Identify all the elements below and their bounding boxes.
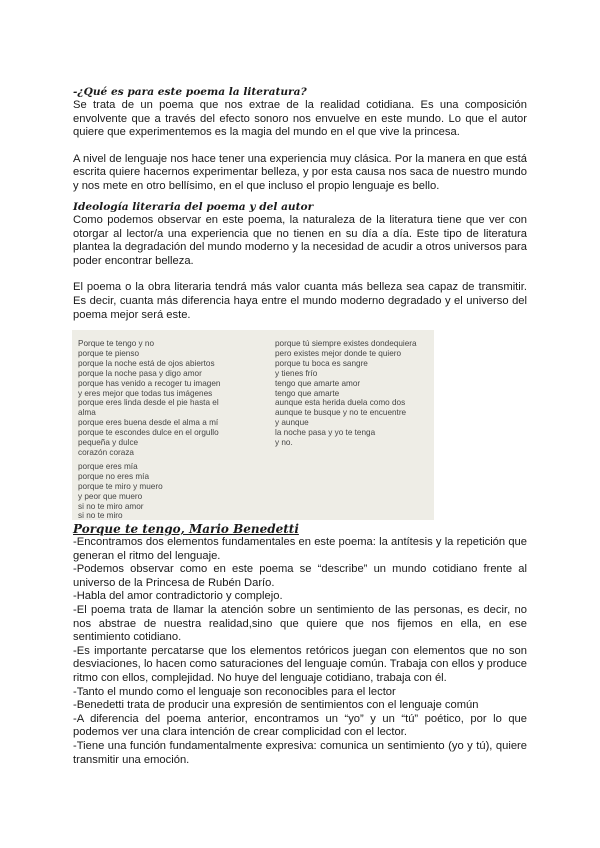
bullet-item: -Encontramos dos elementos fundamentales en este poema: la antítesis y la repetición que generan el ritmo del lenguaje. xyxy=(73,536,527,562)
poem-image xyxy=(72,330,434,520)
poem-line: si no te miro xyxy=(78,511,123,521)
bullet-list xyxy=(73,536,527,767)
paragraph: Se trata de un poema que nos extrae de la realidad cotidiana. Es una composición envolvente que a través del efecto sonoro nos envuelve en este mundo. Lo que el autor quiere que experimentemos es la magia del mundo en el que vive la princesa. xyxy=(73,99,527,139)
poem-line: y tienes frío xyxy=(275,368,318,378)
section-benedetti xyxy=(73,522,527,767)
section-heading: Ideología literaria del poema y del autor xyxy=(73,201,314,213)
paragraph: El poema o la obra literaria tendrá más valor cuanta más belleza sea capaz de transmitir. Es decir, cuanta más diferencia haya entre el mundo moderno degradado y el universo del poema mejor será este. xyxy=(73,281,527,321)
poem-line: porque la noche pasa y digo amor xyxy=(78,368,202,378)
poem-line: corazón coraza xyxy=(78,447,134,457)
poem-line: porque eres buena desde el alma a mí xyxy=(78,418,219,428)
poem-line: y peor que muero xyxy=(78,491,143,501)
poem-left-column xyxy=(78,339,220,521)
poem-line: porque tú siempre existes dondequiera xyxy=(275,339,417,348)
poem-line: y eres mejor que todas tus imágenes xyxy=(78,388,213,398)
poem-line: tengo que amarte amor xyxy=(275,378,361,388)
bullet-item: -Podemos observar como en este poema se “describe” un mundo cotidiano frente al universo de la Princesa de Rubén Darío. xyxy=(73,563,527,589)
poem-title: Porque te tengo, Mario Benedetti xyxy=(73,522,299,536)
poem-line: tengo que amarte xyxy=(275,388,340,398)
bullet-item: -A diferencia del poema anterior, encontramos un “yo” y un “tú” poético, por lo que podemos ver una clara intención de crear complicidad con el lector. xyxy=(73,712,527,739)
paragraph: Como podemos observar en este poema, la naturaleza de la literatura tiene que ver con otorgar al lector/a una experiencia que no tienen en su día a día. Este tipo de literatura plantea la degradación del mundo moderno y la necesidad de acudir a otros universos para poder encontrar belleza. xyxy=(73,214,527,267)
poem-line: porque tu boca es sangre xyxy=(275,358,368,368)
bullet-item: -Es importante percatarse que los elementos retóricos juegan con elementos que no son desviaciones, lo hacen como saturaciones del lenguaje común. Trabaja con ellos y produce ritmo con ellos, complejidad. No huye del lenguaje cotidiano, trabaja con él. xyxy=(73,644,527,684)
poem-line: pequeña y dulce xyxy=(78,438,139,448)
poem-line: pero existes mejor donde te quiero xyxy=(275,348,402,358)
poem-line: porque la noche está de ojos abiertos xyxy=(78,358,215,368)
poem-line: porque eres linda desde el pie hasta el xyxy=(78,398,219,408)
poem-line: porque te escondes dulce en el orgullo xyxy=(78,428,219,438)
poem-line: y no. xyxy=(275,438,293,448)
bullet-item: -Tiene una función fundamentalmente expresiva: comunica un sentimiento (yo y tú), quiere transmitir una emoción. xyxy=(73,739,527,766)
bullet-item: -Tanto el mundo como el lenguaje son reconocibles para el lector xyxy=(73,685,396,698)
poem-line: aunque te busque y no te encuentre xyxy=(275,408,407,418)
section-heading: -¿Qué es para este poema la literatura? xyxy=(73,86,307,98)
poem-line: alma xyxy=(78,408,96,418)
poem-line: porque no eres mía xyxy=(78,471,150,481)
poem-line: si no te miro amor xyxy=(78,501,144,511)
section-ideologia xyxy=(73,200,527,322)
bullet-item: -Benedetti trata de producir una expresión de sentimientos con el lenguaje común xyxy=(73,699,479,712)
paragraph: A nivel de lenguaje nos hace tener una experiencia muy clásica. Por la manera en que está escrita quiere hacernos experimentar belleza, y por esta causa nos saca de nuestro mundo y nos mete en otro bellísimo, en el que incluso el propio lenguaje es bello. xyxy=(73,152,527,192)
poem-line: la noche pasa y yo te tenga xyxy=(275,428,376,438)
poem-line: y aunque xyxy=(275,418,309,428)
poem-line: porque has venido a recoger tu imagen xyxy=(78,378,221,388)
poem-right-column xyxy=(275,339,417,448)
bullet-item: -Habla del amor contradictorio y complejo. xyxy=(73,590,283,603)
poem-line: porque te miro y muero xyxy=(78,481,163,491)
poem-line: aunque esta herida duela como dos xyxy=(275,398,406,408)
section-literatura xyxy=(73,85,527,194)
poem-line: Porque te tengo y no xyxy=(78,339,155,348)
poem-line: porque eres mía xyxy=(78,461,138,471)
poem-line: porque te pienso xyxy=(78,348,139,358)
bullet-item: -El poema trata de llamar la atención sobre un sentimiento de las personas, es decir, no nos abstrae de nuestra realidad,sino que quiere que nos fijemos en ella, en ese sentimiento cotidiano. xyxy=(73,603,527,644)
